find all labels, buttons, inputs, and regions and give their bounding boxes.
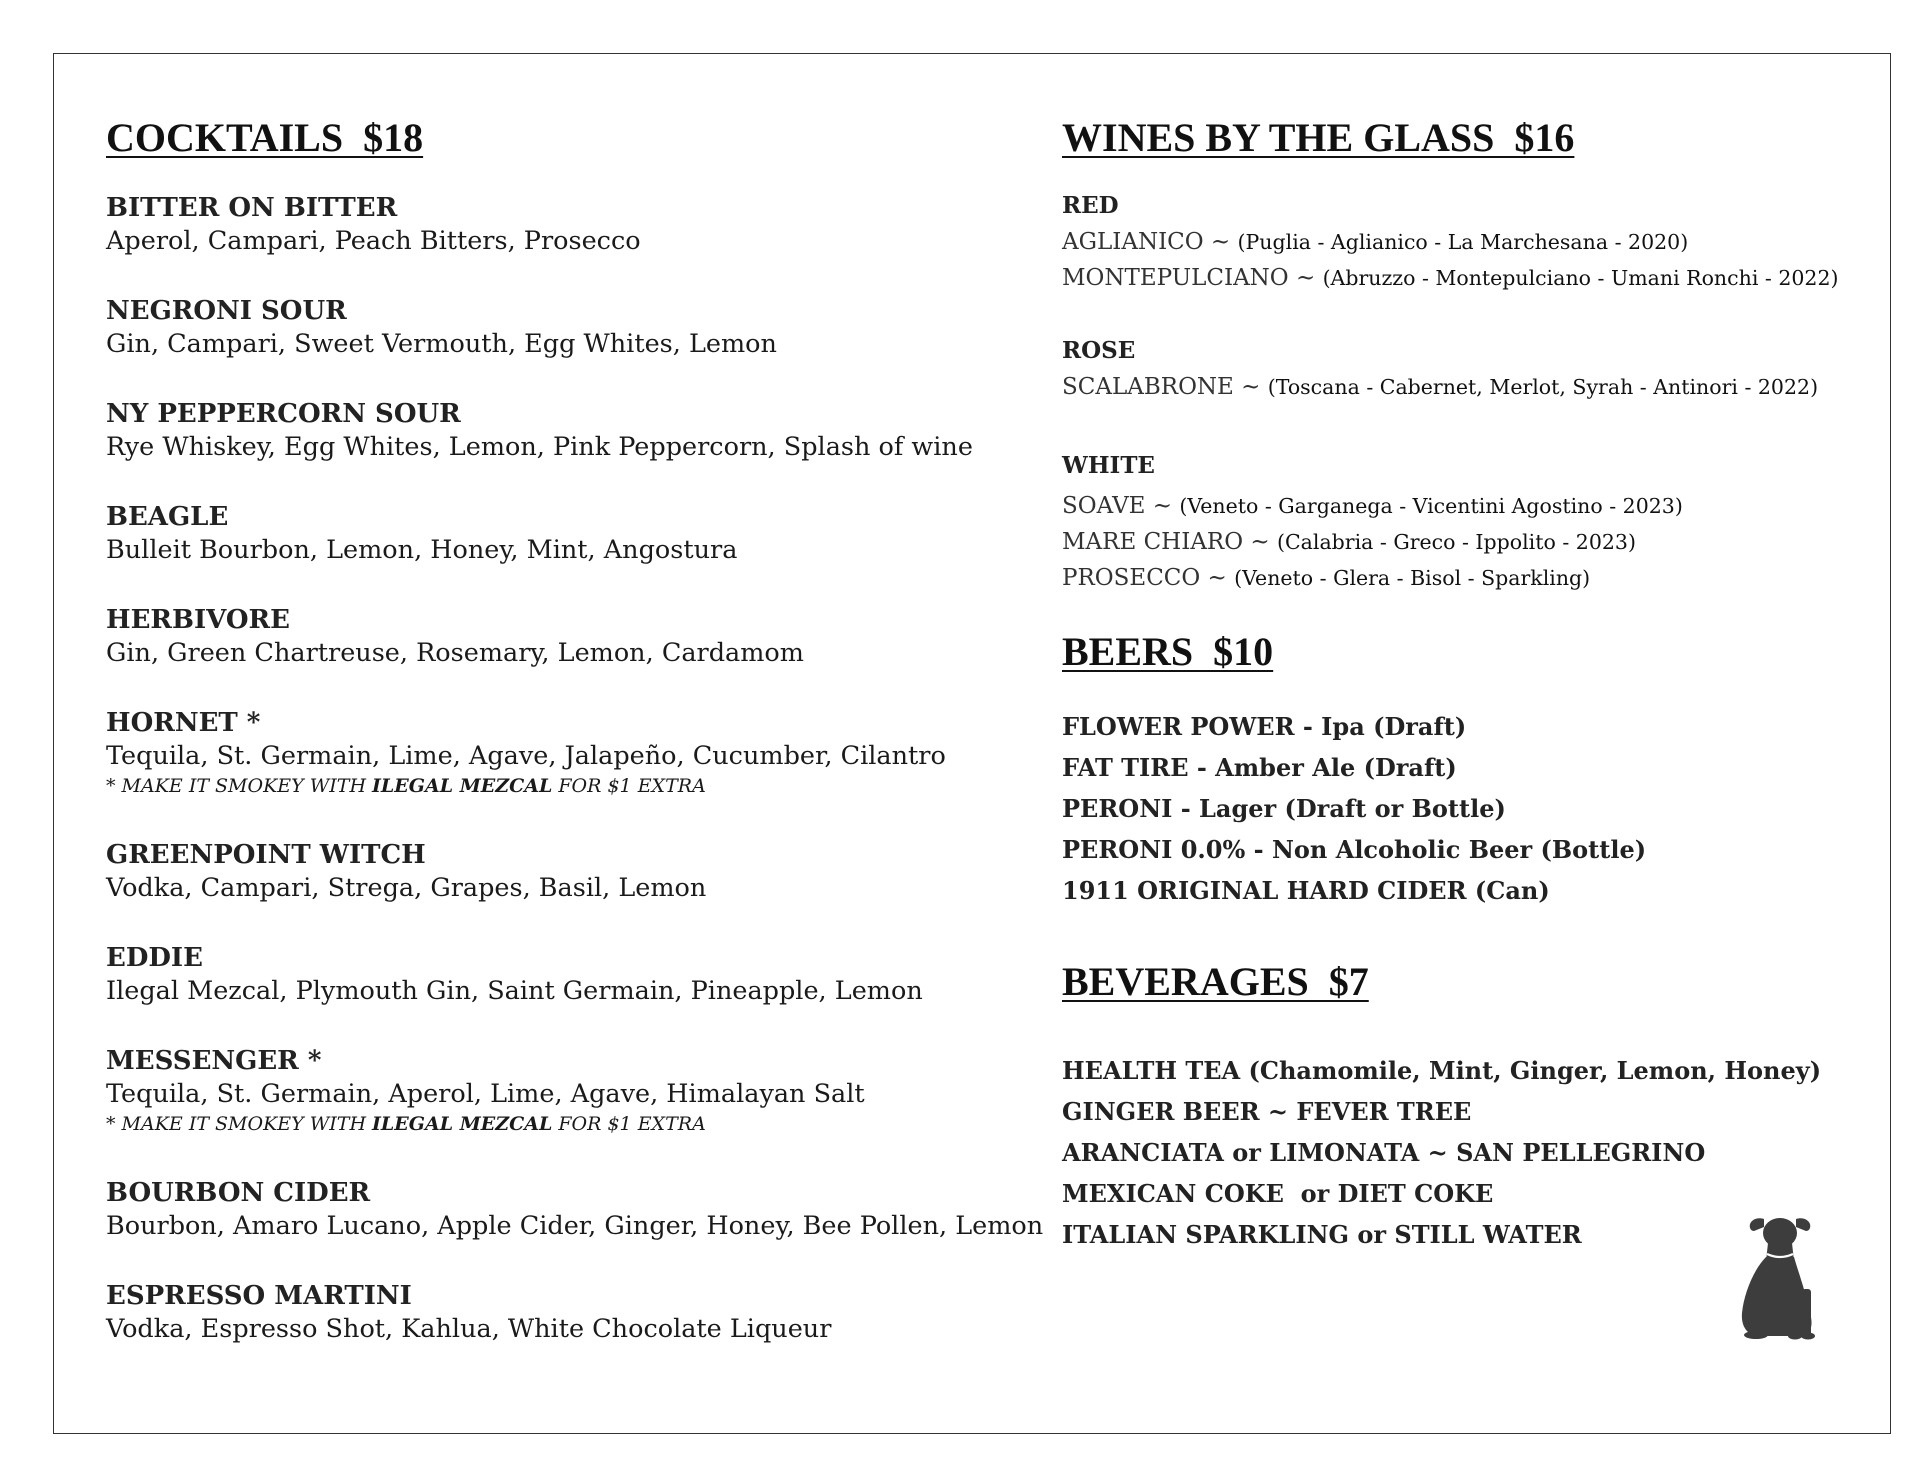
cocktail-name: HORNET * bbox=[106, 708, 261, 738]
beer-item: PERONI - Lager (Draft or Bottle) bbox=[1062, 794, 1506, 823]
wine-category-white: WHITE bbox=[1062, 452, 1155, 479]
cocktail-ingredients: Gin, Green Chartreuse, Rosemary, Lemon, Cardamom bbox=[106, 638, 804, 668]
wine-detail: (Calabria - Greco - Ippolito - 2023) bbox=[1277, 530, 1636, 554]
cocktail-name: BEAGLE bbox=[106, 502, 229, 532]
beverage-item: ITALIAN SPARKLING or STILL WATER bbox=[1062, 1220, 1582, 1249]
cocktail-name: NY PEPPERCORN SOUR bbox=[106, 399, 461, 429]
cocktail-name: MESSENGER * bbox=[106, 1046, 322, 1076]
cocktail-name: HERBIVORE bbox=[106, 605, 290, 635]
cocktail-name: BITTER ON BITTER bbox=[106, 193, 398, 223]
cocktail-ingredients: Aperol, Campari, Peach Bitters, Prosecco bbox=[106, 226, 641, 256]
note-highlight: ILEGAL MEZCAL bbox=[372, 775, 553, 797]
wine-name: MONTEPULCIANO ~ bbox=[1062, 265, 1323, 291]
wines-title: WINES BY THE GLASS $16 bbox=[1062, 115, 1575, 160]
cocktail-name: NEGRONI SOUR bbox=[106, 296, 347, 326]
note-text: FOR $1 EXTRA bbox=[552, 775, 706, 797]
cocktail-ingredients: Bourbon, Amaro Lucano, Apple Cider, Ginger, Honey, Bee Pollen, Lemon bbox=[106, 1211, 1044, 1241]
cocktails-title: COCKTAILS $18 bbox=[106, 115, 424, 160]
wine-item bbox=[1062, 231, 1688, 254]
beverage-item: MEXICAN COKE or DIET COKE bbox=[1062, 1179, 1494, 1208]
note-text: FOR $1 EXTRA bbox=[552, 1113, 706, 1135]
wine-name: MARE CHIARO ~ bbox=[1062, 529, 1277, 555]
cocktail-note bbox=[106, 777, 706, 796]
cocktail-ingredients: Bulleit Bourbon, Lemon, Honey, Mint, Angostura bbox=[106, 535, 738, 565]
beverage-item: HEALTH TEA (Chamomile, Mint, Ginger, Lemon, Honey) bbox=[1062, 1056, 1822, 1085]
wine-item bbox=[1062, 567, 1590, 590]
beer-item: FLOWER POWER - Ipa (Draft) bbox=[1062, 712, 1467, 741]
beer-item: FAT TIRE - Amber Ale (Draft) bbox=[1062, 753, 1457, 782]
wine-item bbox=[1062, 495, 1683, 518]
cocktail-note bbox=[106, 1115, 706, 1134]
note-text: * MAKE IT SMOKEY WITH bbox=[106, 1113, 373, 1135]
note-highlight: ILEGAL MEZCAL bbox=[372, 1113, 553, 1135]
cocktail-name: ESPRESSO MARTINI bbox=[106, 1281, 412, 1311]
wine-name: AGLIANICO ~ bbox=[1062, 229, 1238, 255]
wine-detail: (Veneto - Garganega - Vicentini Agostino - 2023) bbox=[1179, 494, 1683, 518]
cocktail-ingredients: Ilegal Mezcal, Plymouth Gin, Saint Germain, Pineapple, Lemon bbox=[106, 976, 923, 1006]
note-text: * MAKE IT SMOKEY WITH bbox=[106, 775, 373, 797]
wine-detail: (Veneto - Glera - Bisol - Sparkling) bbox=[1234, 566, 1591, 590]
cocktail-name: BOURBON CIDER bbox=[106, 1178, 371, 1208]
cocktail-ingredients: Tequila, St. Germain, Lime, Agave, Jalapeño, Cucumber, Cilantro bbox=[106, 741, 946, 771]
cocktail-ingredients: Vodka, Campari, Strega, Grapes, Basil, Lemon bbox=[106, 873, 707, 903]
beverage-item: GINGER BEER ~ FEVER TREE bbox=[1062, 1097, 1472, 1126]
beer-item: 1911 ORIGINAL HARD CIDER (Can) bbox=[1062, 876, 1550, 905]
wine-item bbox=[1062, 267, 1839, 290]
wine-name: PROSECCO ~ bbox=[1062, 565, 1235, 591]
beers-title: BEERS $10 bbox=[1062, 629, 1274, 674]
cocktail-name: EDDIE bbox=[106, 943, 203, 973]
cocktail-ingredients: Rye Whiskey, Egg Whites, Lemon, Pink Peppercorn, Splash of wine bbox=[106, 432, 973, 462]
cocktail-name: GREENPOINT WITCH bbox=[106, 840, 426, 870]
sitting-dog-icon bbox=[1740, 1213, 1820, 1341]
wine-item bbox=[1062, 376, 1818, 399]
wine-category-rose: ROSE bbox=[1062, 337, 1136, 364]
beverages-title: BEVERAGES $7 bbox=[1062, 959, 1369, 1004]
wine-name: SCALABRONE ~ bbox=[1062, 374, 1268, 400]
wine-item bbox=[1062, 531, 1636, 554]
wine-category-red: RED bbox=[1062, 192, 1119, 219]
cocktail-ingredients: Vodka, Espresso Shot, Kahlua, White Chocolate Liqueur bbox=[106, 1314, 832, 1344]
wine-detail: (Puglia - Aglianico - La Marchesana - 2020) bbox=[1237, 230, 1689, 254]
wine-detail: (Abruzzo - Montepulciano - Umani Ronchi - 2022) bbox=[1322, 266, 1839, 290]
beverage-item: ARANCIATA or LIMONATA ~ SAN PELLEGRINO bbox=[1062, 1138, 1706, 1167]
cocktail-ingredients: Gin, Campari, Sweet Vermouth, Egg Whites, Lemon bbox=[106, 329, 777, 359]
beer-item: PERONI 0.0% - Non Alcoholic Beer (Bottle) bbox=[1062, 835, 1647, 864]
wine-detail: (Toscana - Cabernet, Merlot, Syrah - Antinori - 2022) bbox=[1267, 375, 1819, 399]
cocktail-ingredients: Tequila, St. Germain, Aperol, Lime, Agave, Himalayan Salt bbox=[106, 1079, 865, 1109]
wine-name: SOAVE ~ bbox=[1062, 493, 1180, 519]
